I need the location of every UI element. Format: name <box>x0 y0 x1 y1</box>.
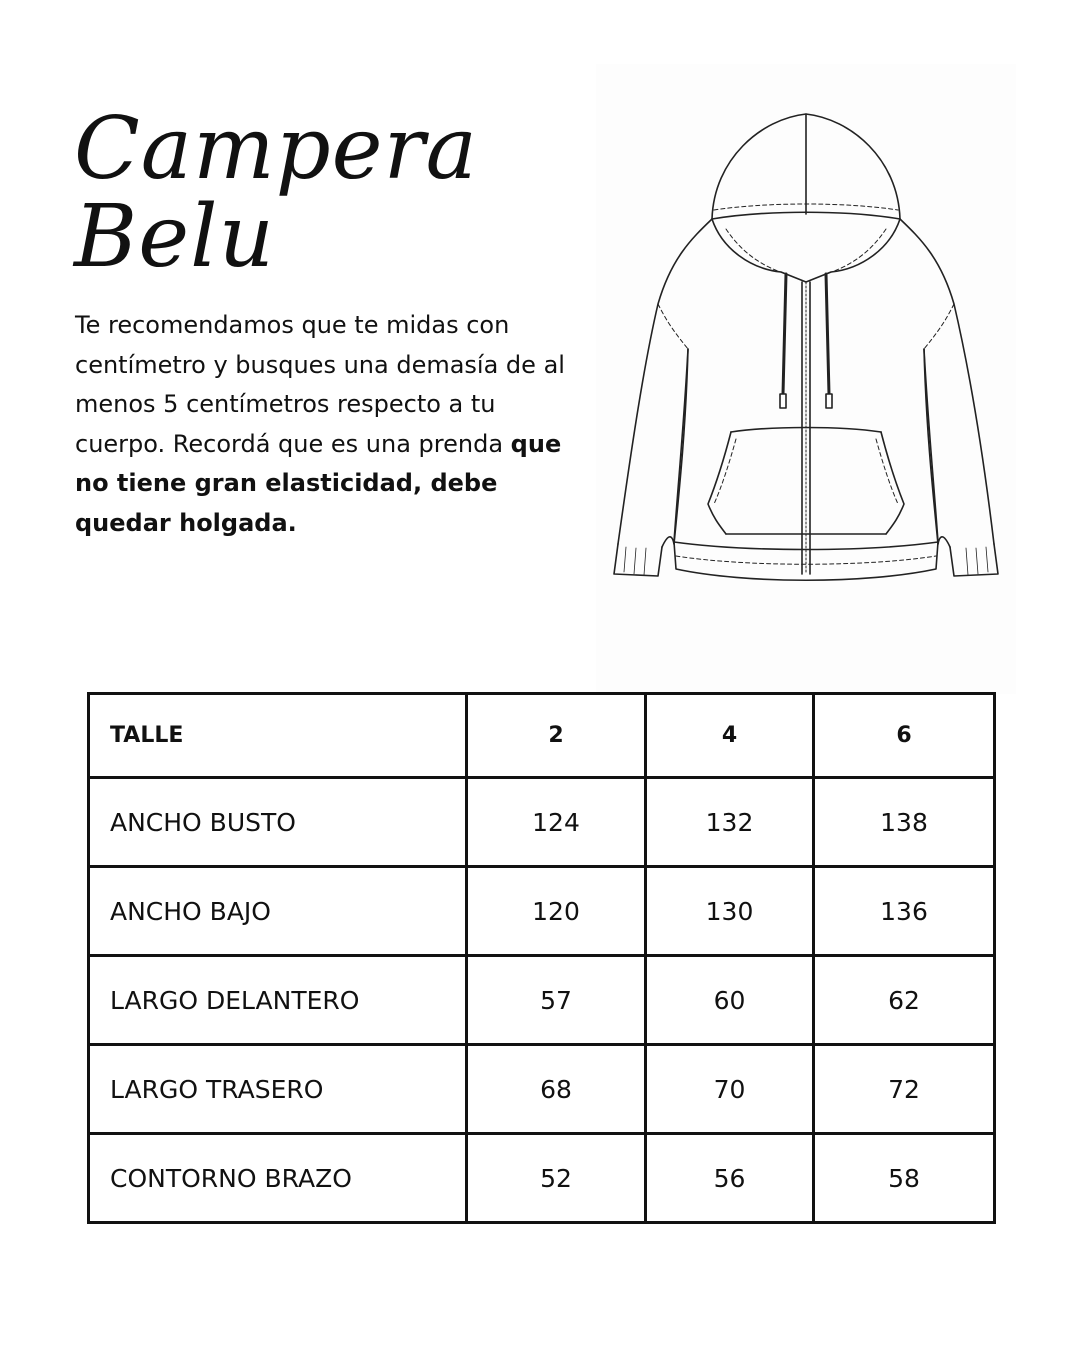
row-value: 56 <box>646 1134 814 1223</box>
row-value: 132 <box>646 778 814 867</box>
table-row <box>89 1134 995 1223</box>
table-row <box>89 956 995 1045</box>
row-value: 60 <box>646 956 814 1045</box>
row-label: LARGO DELANTERO <box>89 956 467 1045</box>
row-value: 120 <box>467 867 646 956</box>
hoodie-zip-jacket-icon <box>596 64 1016 694</box>
row-value: 52 <box>467 1134 646 1223</box>
row-value: 57 <box>467 956 646 1045</box>
table-row <box>89 778 995 867</box>
table-row <box>89 1045 995 1134</box>
row-value: 124 <box>467 778 646 867</box>
intro-text: Te recomendamos que te midas con centímetro y busques una demasía de al menos 5 centímetros respecto a tu cuerpo. Recordá que es una prenda <box>75 311 565 458</box>
row-value: 130 <box>646 867 814 956</box>
row-value: 138 <box>814 778 995 867</box>
intro-bold-text: que no tiene gran elasticidad, debe quedar holgada. <box>75 429 562 537</box>
row-value: 62 <box>814 956 995 1045</box>
row-label: ANCHO BAJO <box>89 867 467 956</box>
row-value: 72 <box>814 1045 995 1134</box>
header-size-4: 4 <box>646 694 814 778</box>
size-chart-table <box>87 692 996 1224</box>
table-row <box>89 867 995 956</box>
header-size-label: TALLE <box>89 694 467 778</box>
row-value: 70 <box>646 1045 814 1134</box>
row-value: 68 <box>467 1045 646 1134</box>
intro-paragraph <box>75 306 575 543</box>
row-value: 58 <box>814 1134 995 1223</box>
page-title <box>74 99 574 287</box>
row-value: 136 <box>814 867 995 956</box>
row-label: CONTORNO BRAZO <box>89 1134 467 1223</box>
header-size-6: 6 <box>814 694 995 778</box>
row-label: ANCHO BUSTO <box>89 778 467 867</box>
title-line-1: Campera <box>74 99 478 199</box>
row-label: LARGO TRASERO <box>89 1045 467 1134</box>
title-line-2: Belu <box>74 187 275 287</box>
header-size-2: 2 <box>467 694 646 778</box>
table-header-row <box>89 694 995 778</box>
